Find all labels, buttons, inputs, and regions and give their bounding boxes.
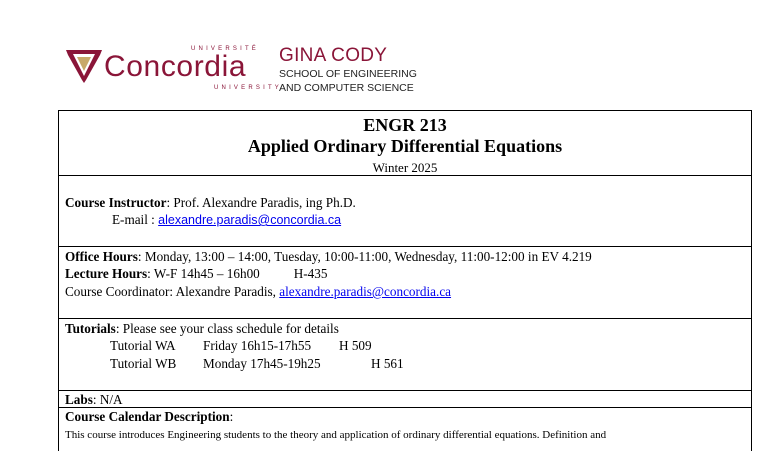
office-hours-value: : Monday, 13:00 – 14:00, Tuesday, 10:00-11:00, Wednesday, 11:00-12:00 in EV 4.219 <box>137 249 592 264</box>
instructor-value: : Prof. Alexandre Paradis, ing Ph.D. <box>166 195 356 210</box>
school-title: GINA CODY <box>279 45 388 66</box>
lecture-hours-label: Lecture Hours <box>65 266 148 281</box>
tutorial-room: H 561 <box>371 356 404 371</box>
office-hours-label: Office Hours <box>65 249 138 264</box>
tutorials-line <box>65 321 339 337</box>
labs-line <box>65 392 123 408</box>
lecture-room: H-435 <box>293 266 328 281</box>
instructor-email-link[interactable]: alexandre.paradis@concordia.ca <box>158 213 342 227</box>
tutorial-name: Tutorial WA <box>110 338 176 353</box>
course-code: ENGR 213 <box>363 115 447 135</box>
tutorial-name: Tutorial WB <box>110 356 177 371</box>
coordinator-line <box>65 284 451 300</box>
tutorial-room: H 509 <box>339 338 372 353</box>
tutorial-time: Friday 16h15-17h55 <box>203 338 312 353</box>
tutorials-label: Tutorials <box>65 321 116 336</box>
tutorial-row <box>110 356 404 372</box>
divider <box>58 246 752 247</box>
calendar-label: Course Calendar Description <box>65 409 230 424</box>
labs-value: : N/A <box>92 392 123 407</box>
university-bottom-text: UNIVERSITY <box>214 85 283 91</box>
school-line-2: AND COMPUTER SCIENCE <box>279 82 414 94</box>
concordia-logo <box>64 44 464 100</box>
calendar-heading <box>65 409 233 425</box>
tutorials-value: : Please see your class schedule for details <box>115 321 339 336</box>
coordinator-label: Course Coordinator: Alexandre Paradis, <box>65 284 280 299</box>
coordinator-email-link[interactable]: alexandre.paradis@concordia.ca <box>279 284 452 299</box>
lecture-hours-value: : W-F 14h45 – 16h00 <box>147 266 260 281</box>
calendar-description: This course introduces Engineering students to the theory and application of ordinary differential equations. Definition and <box>65 429 607 441</box>
divider <box>58 390 752 391</box>
tutorial-time: Monday 17h45-19h25 <box>203 356 321 371</box>
concordia-wordmark: Concordia <box>104 50 247 83</box>
email-line <box>112 212 341 228</box>
school-line-1: SCHOOL OF ENGINEERING <box>279 68 417 80</box>
course-term: Winter 2025 <box>372 160 438 175</box>
divider <box>58 318 752 319</box>
divider <box>58 407 752 408</box>
instructor-line <box>65 195 356 211</box>
calendar-colon: : <box>229 409 234 424</box>
office-hours-line <box>65 249 592 265</box>
labs-label: Labs <box>65 392 93 407</box>
course-name: Applied Ordinary Differential Equations <box>247 136 563 156</box>
concordia-shield-icon <box>64 46 104 84</box>
lecture-hours-line <box>65 266 327 282</box>
tutorial-row <box>110 338 372 354</box>
email-label: E-mail : <box>112 212 159 227</box>
instructor-label: Course Instructor <box>65 195 167 210</box>
university-top-text: UNIVERSITÉ <box>191 46 260 52</box>
